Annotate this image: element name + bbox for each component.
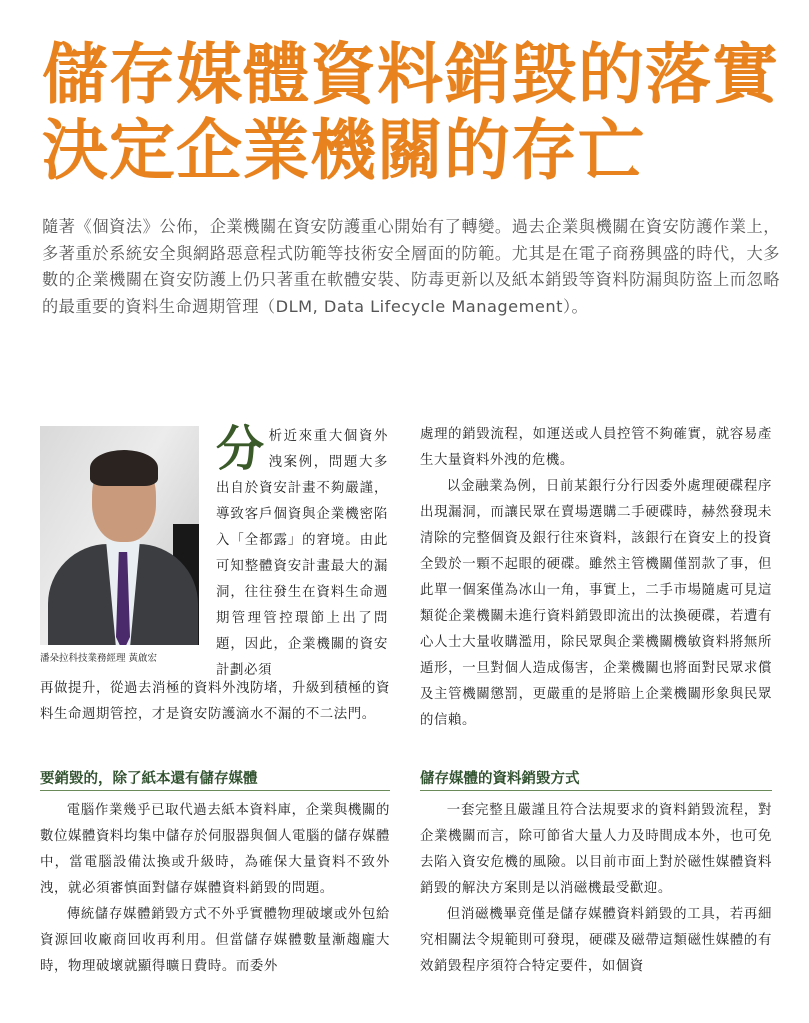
section-divider-left (40, 790, 390, 791)
right-column-top (420, 422, 772, 734)
section2-paragraph-1: 一套完整且嚴謹且符合法規要求的資料銷毀流程，對企業機關而言，除可節省大量人力及時間成本外，也可免去陷入資安危機的風險。以目前市面上對於磁性媒體資料銷毀的解決方案則是以消磁機最受歡迎。 (420, 803, 772, 896)
opening-paragraph (216, 421, 388, 684)
section1-paragraph-2: 傳統儲存媒體銷毀方式不外乎實體物理破壞或外包給資源回收廠商回收再利用。但當儲存媒體數量漸趨龐大時，物理破壞就顯得曠日費時。而委外 (40, 907, 390, 974)
hair (90, 450, 158, 486)
section2-paragraph-2: 但消磁機畢竟僅是儲存媒體資料銷毀的工具，若再細究相關法令規範則可發現，硬碟及磁帶這類磁性媒體的有效銷毀程序須符合特定要件，如個資 (420, 907, 772, 974)
section-divider-right (420, 790, 772, 791)
title-line-1: 儲存媒體資料銷毀的落實 (42, 35, 779, 113)
opening-text: 析近來重大個資外洩案例，問題大多出自於資安計畫不夠嚴謹，導致客戶個資與企業機密陷入「全都露」的窘境。由此可知整體資安計畫最大的漏洞，往往發生在資料生命週期管理管控環節上出了問題，因此，企業機關的資安計劃必須 (216, 429, 388, 678)
section1-paragraph-1: 電腦作業幾乎已取代過去紙本資料庫，企業與機關的數位媒體資料均集中儲存於伺服器與個人電腦的儲存媒體中，當電腦設備汰換或升級時，為確保大量資料不致外洩，就必須審慎面對儲存媒體資料銷毀的問題。 (40, 803, 390, 896)
title-line-2: 決定企業機關的存亡 (42, 111, 645, 189)
drop-cap: 分 (216, 421, 265, 477)
article-title (42, 36, 782, 188)
section2-body (420, 798, 772, 980)
photo-caption: 潘朵拉科技業務經理 黃啟宏 (40, 653, 158, 664)
intro-paragraph: 隨著《個資法》公佈，企業機關在資安防護重心開始有了轉變。過去企業與機關在資安防護作業上，多著重於系統安全與網路惡意程式防範等技術安全層面的防範。尤其是在電子商務興盛的時代，大多數的企業機關在資安防護上仍只著重在軟體安裝、防毒更新以及紙本銷毀等資料防漏與防盜上而忽略的最重要的資料生命週期管理（DLM, Data Lifecycle Management）。 (42, 217, 780, 316)
section-heading-storage-media: 要銷毀的，除了紙本還有儲存媒體 (40, 771, 258, 787)
portrait-photo (40, 426, 199, 645)
section1-body (40, 798, 390, 980)
section-heading-destruction-methods: 儲存媒體的資料銷毀方式 (420, 771, 580, 787)
right-paragraph-2: 以金融業為例，日前某銀行分行因委外處理硬碟程序出現漏洞，而讓民眾在賣場選購二手硬碟時，赫然發現未清除的完整個資及銀行往來資料，該銀行在資安上的投資全毀於一顆不起眼的硬碟。雖然主管機關僅罰款了事，但此單一個案僅為冰山一角，事實上，二手市場隨處可見這類從企業機關未進行資料銷毀即流出的汰換硬碟，若遭有心人士大量收購濫用，除民眾與企業機關機敏資料將無所遁形，一旦對個人造成傷害，企業機關也將面對民眾求償及主管機關懲罰，更嚴重的是將賠上企業機關形象與民眾的信賴。 (420, 479, 772, 728)
right-paragraph-1: 處理的銷毀流程，如運送或人員控管不夠確實，就容易產生大量資料外洩的危機。 (420, 427, 772, 468)
opening-continued: 再做提升，從過去消極的資料外洩防堵，升級到積極的資料生命週期管控，才是資安防護滴水不漏的不二法門。 (40, 681, 390, 722)
